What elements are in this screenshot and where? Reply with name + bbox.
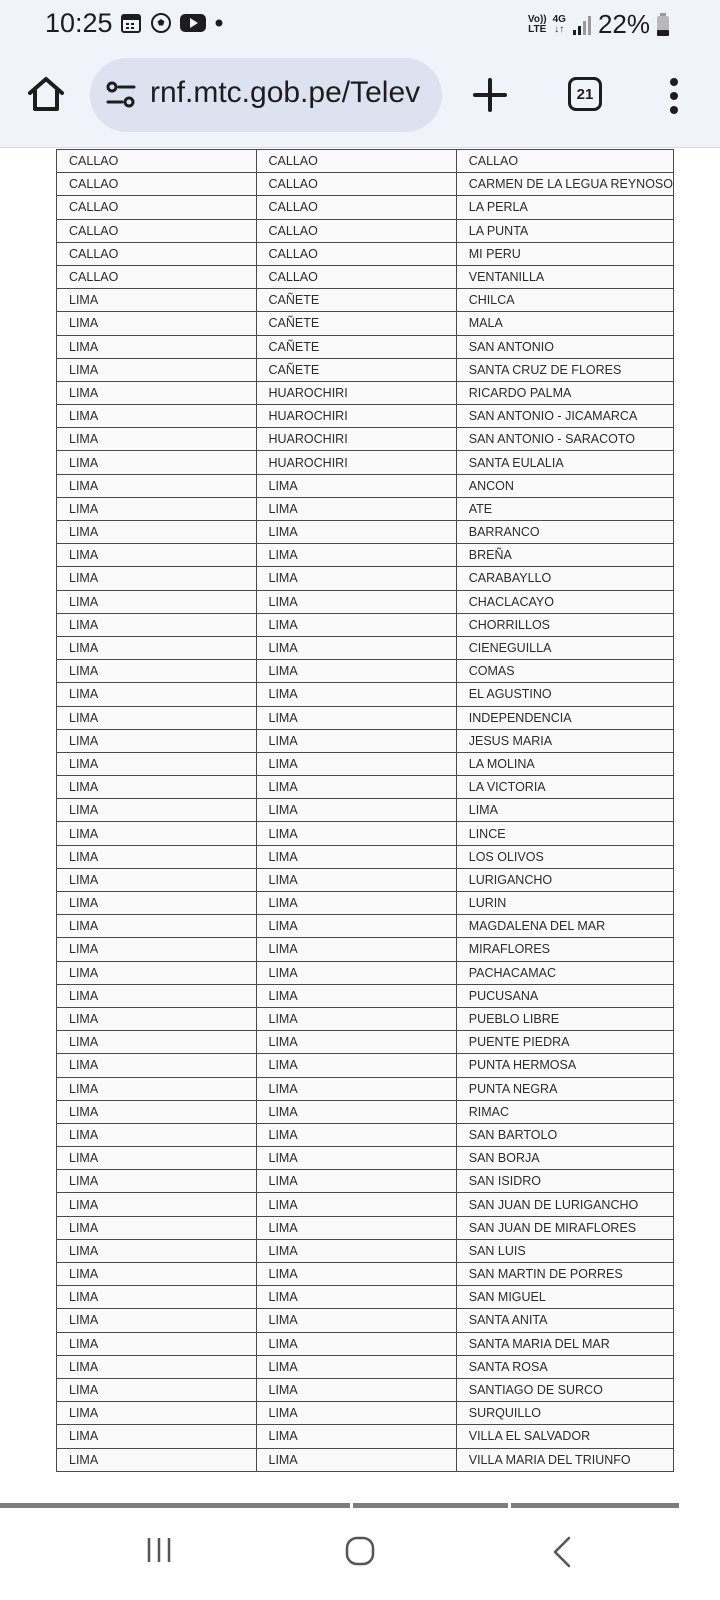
district-cell: LINCE [456, 822, 673, 845]
district-cell: SANTIAGO DE SURCO [456, 1378, 673, 1401]
department-cell: LIMA [57, 1286, 257, 1309]
table-row [57, 1448, 674, 1471]
province-cell: LIMA [256, 1332, 456, 1355]
battery-percent: 22% [597, 9, 650, 39]
province-cell: HUAROCHIRI [256, 381, 456, 404]
district-cell: SURQUILLO [456, 1402, 673, 1425]
table-row [57, 613, 674, 636]
province-cell: LIMA [256, 845, 456, 868]
table-row [57, 219, 674, 242]
table-row [57, 799, 674, 822]
table-row [57, 289, 674, 312]
province-cell: LIMA [256, 1286, 456, 1309]
department-cell: LIMA [57, 984, 257, 1007]
department-cell: LIMA [57, 938, 257, 961]
province-cell: LIMA [256, 1355, 456, 1378]
district-cell: SAN ANTONIO - SARACOTO [456, 428, 673, 451]
department-cell: LIMA [57, 1402, 257, 1425]
table-row [57, 173, 674, 196]
table-row [57, 706, 674, 729]
department-cell: LIMA [57, 636, 257, 659]
department-cell: LIMA [57, 683, 257, 706]
department-cell: LIMA [57, 729, 257, 752]
department-cell: LIMA [57, 1216, 257, 1239]
department-cell: LIMA [57, 474, 257, 497]
department-cell: LIMA [57, 335, 257, 358]
province-cell: LIMA [256, 799, 456, 822]
district-cell: VILLA EL SALVADOR [456, 1425, 673, 1448]
district-cell: CHACLACAYO [456, 590, 673, 613]
province-cell: CALLAO [256, 173, 456, 196]
district-cell: SANTA EULALIA [456, 451, 673, 474]
department-cell: LIMA [57, 1077, 257, 1100]
province-cell: LIMA [256, 613, 456, 636]
department-cell: LIMA [57, 822, 257, 845]
district-cell: SAN BORJA [456, 1147, 673, 1170]
soccer-ball-icon [150, 12, 172, 34]
network-gen-indicator: 4G ↓↑ [552, 13, 566, 35]
district-cell: CHORRILLOS [456, 613, 673, 636]
nav-home-icon[interactable] [344, 1535, 376, 1567]
department-cell: LIMA [57, 776, 257, 799]
province-cell: HUAROCHIRI [256, 451, 456, 474]
district-cell: PUNTA HERMOSA [456, 1054, 673, 1077]
table-row [57, 1216, 674, 1239]
province-cell: LIMA [256, 1031, 456, 1054]
table-row [57, 845, 674, 868]
district-cell: ATE [456, 497, 673, 520]
department-cell: LIMA [57, 752, 257, 775]
home-icon[interactable] [26, 74, 66, 114]
department-cell: CALLAO [57, 242, 257, 265]
district-cell: LA VICTORIA [456, 776, 673, 799]
table-row [57, 892, 674, 915]
province-cell: CAÑETE [256, 358, 456, 381]
district-cell: LURIN [456, 892, 673, 915]
dot-icon [214, 18, 224, 28]
district-cell: PUNTA NEGRA [456, 1077, 673, 1100]
table-row [57, 1425, 674, 1448]
district-cell: CARMEN DE LA LEGUA REYNOSO [456, 173, 673, 196]
province-cell: LIMA [256, 915, 456, 938]
province-cell: LIMA [256, 590, 456, 613]
province-cell: CAÑETE [256, 289, 456, 312]
table-row [57, 822, 674, 845]
table-row [57, 752, 674, 775]
province-cell: LIMA [256, 497, 456, 520]
district-cell: MAGDALENA DEL MAR [456, 915, 673, 938]
table-row [57, 521, 674, 544]
table-row [57, 776, 674, 799]
department-cell: LIMA [57, 1170, 257, 1193]
department-cell: LIMA [57, 1378, 257, 1401]
table-row [57, 915, 674, 938]
district-cell: SANTA ROSA [456, 1355, 673, 1378]
table-row [57, 312, 674, 335]
district-cell: SAN JUAN DE MIRAFLORES [456, 1216, 673, 1239]
table-row [57, 1031, 674, 1054]
province-cell: CALLAO [256, 265, 456, 288]
department-cell: LIMA [57, 312, 257, 335]
district-cell: BARRANCO [456, 521, 673, 544]
department-cell: LIMA [57, 428, 257, 451]
table-row [57, 984, 674, 1007]
district-cell: LIMA [456, 799, 673, 822]
scroll-indicator [353, 1503, 508, 1508]
notification-icons [120, 12, 224, 34]
calendar-icon [120, 12, 142, 34]
table-row [57, 405, 674, 428]
province-cell: CALLAO [256, 219, 456, 242]
province-cell: LIMA [256, 544, 456, 567]
province-cell: LIMA [256, 1425, 456, 1448]
table-row [57, 196, 674, 219]
department-cell: LIMA [57, 1355, 257, 1378]
status-bar [0, 0, 720, 48]
district-cell: SAN ANTONIO [456, 335, 673, 358]
district-cell: SANTA MARIA DEL MAR [456, 1332, 673, 1355]
district-cell: SAN BARTOLO [456, 1123, 673, 1146]
province-cell: CAÑETE [256, 312, 456, 335]
table-row [57, 1263, 674, 1286]
district-cell: CARABAYLLO [456, 567, 673, 590]
district-cell: MALA [456, 312, 673, 335]
department-cell: LIMA [57, 1309, 257, 1332]
district-cell: SAN LUIS [456, 1239, 673, 1262]
table-row [57, 1402, 674, 1425]
department-cell: CALLAO [57, 173, 257, 196]
table-row [57, 428, 674, 451]
district-cell: PUENTE PIEDRA [456, 1031, 673, 1054]
table-row [57, 1100, 674, 1123]
province-cell: LIMA [256, 474, 456, 497]
department-cell: LIMA [57, 915, 257, 938]
address-bar[interactable] [90, 58, 442, 132]
department-cell: LIMA [57, 381, 257, 404]
table-row [57, 358, 674, 381]
table-row [57, 1147, 674, 1170]
table-row [57, 335, 674, 358]
province-cell: LIMA [256, 1309, 456, 1332]
province-cell: LIMA [256, 984, 456, 1007]
province-cell: LIMA [256, 1123, 456, 1146]
district-cell: MI PERU [456, 242, 673, 265]
department-cell: CALLAO [57, 150, 257, 173]
department-cell: LIMA [57, 451, 257, 474]
province-cell: LIMA [256, 1378, 456, 1401]
department-cell: LIMA [57, 660, 257, 683]
department-cell: LIMA [57, 1193, 257, 1216]
province-cell: LIMA [256, 683, 456, 706]
province-cell: LIMA [256, 776, 456, 799]
table-row [57, 660, 674, 683]
browser-toolbar [0, 48, 720, 148]
district-cell: INDEPENDENCIA [456, 706, 673, 729]
department-cell: CALLAO [57, 219, 257, 242]
district-cell: SAN JUAN DE LURIGANCHO [456, 1193, 673, 1216]
province-cell: HUAROCHIRI [256, 405, 456, 428]
department-cell: LIMA [57, 1263, 257, 1286]
table-row [57, 1309, 674, 1332]
district-cell: COMAS [456, 660, 673, 683]
district-cell: SAN MARTIN DE PORRES [456, 1263, 673, 1286]
province-cell: LIMA [256, 567, 456, 590]
province-cell: LIMA [256, 892, 456, 915]
province-cell: LIMA [256, 1077, 456, 1100]
tab-switcher-button[interactable] [568, 77, 602, 111]
table-row [57, 1007, 674, 1030]
department-cell: CALLAO [57, 196, 257, 219]
department-cell: CALLAO [57, 265, 257, 288]
department-cell: LIMA [57, 845, 257, 868]
department-cell: LIMA [57, 1123, 257, 1146]
district-cell: RICARDO PALMA [456, 381, 673, 404]
table-body [57, 150, 674, 1472]
province-cell: LIMA [256, 868, 456, 891]
province-cell: LIMA [256, 961, 456, 984]
district-cell: RIMAC [456, 1100, 673, 1123]
district-cell: VILLA MARIA DEL TRIUNFO [456, 1448, 673, 1471]
district-cell: SANTA CRUZ DE FLORES [456, 358, 673, 381]
district-cell: SAN ANTONIO - JICAMARCA [456, 405, 673, 428]
table-row [57, 1123, 674, 1146]
table-row [57, 474, 674, 497]
department-cell: LIMA [57, 405, 257, 428]
plus-icon[interactable] [470, 75, 510, 115]
table-row [57, 1286, 674, 1309]
province-cell: LIMA [256, 1263, 456, 1286]
province-cell: LIMA [256, 1007, 456, 1030]
table-row [57, 729, 674, 752]
district-cell: CHILCA [456, 289, 673, 312]
table-row [57, 868, 674, 891]
province-cell: LIMA [256, 1147, 456, 1170]
department-cell: LIMA [57, 567, 257, 590]
district-cell: JESUS MARIA [456, 729, 673, 752]
table-row [57, 961, 674, 984]
table-row [57, 683, 674, 706]
signal-icon [572, 14, 592, 36]
province-cell: CALLAO [256, 196, 456, 219]
table-row [57, 1239, 674, 1262]
table-row [57, 938, 674, 961]
table-row [57, 1193, 674, 1216]
province-cell: CAÑETE [256, 335, 456, 358]
department-cell: LIMA [57, 868, 257, 891]
province-cell: LIMA [256, 660, 456, 683]
table-row [57, 544, 674, 567]
department-cell: LIMA [57, 1332, 257, 1355]
district-cell: VENTANILLA [456, 265, 673, 288]
battery-icon [656, 13, 670, 37]
department-cell: LIMA [57, 799, 257, 822]
youtube-icon [180, 13, 206, 33]
district-cell: MIRAFLORES [456, 938, 673, 961]
district-cell: LOS OLIVOS [456, 845, 673, 868]
province-cell: LIMA [256, 938, 456, 961]
more-vert-icon[interactable] [664, 76, 684, 116]
province-cell: LIMA [256, 1054, 456, 1077]
department-cell: LIMA [57, 544, 257, 567]
province-cell: LIMA [256, 1193, 456, 1216]
recents-icon[interactable] [145, 1535, 173, 1565]
province-cell: LIMA [256, 729, 456, 752]
department-cell: LIMA [57, 1448, 257, 1471]
table-row [57, 265, 674, 288]
province-cell: CALLAO [256, 242, 456, 265]
district-cell: PUCUSANA [456, 984, 673, 1007]
province-cell: LIMA [256, 1170, 456, 1193]
district-cell: LA MOLINA [456, 752, 673, 775]
department-cell: LIMA [57, 1239, 257, 1262]
table-row [57, 497, 674, 520]
district-cell: SANTA ANITA [456, 1309, 673, 1332]
district-cell: CIENEGUILLA [456, 636, 673, 659]
department-cell: LIMA [57, 521, 257, 544]
district-cell: ANCON [456, 474, 673, 497]
district-cell: LA PUNTA [456, 219, 673, 242]
department-cell: LIMA [57, 1147, 257, 1170]
table-row [57, 150, 674, 173]
url-text[interactable]: rnf.mtc.gob.pe/Telev [150, 76, 421, 109]
department-cell: LIMA [57, 289, 257, 312]
district-cell: SAN ISIDRO [456, 1170, 673, 1193]
department-cell: LIMA [57, 961, 257, 984]
scroll-indicator [0, 1503, 350, 1508]
province-cell: LIMA [256, 1239, 456, 1262]
navigation-bar [0, 1515, 720, 1600]
province-cell: HUAROCHIRI [256, 428, 456, 451]
tune-icon[interactable] [104, 78, 138, 112]
tab-count: 21 [576, 85, 594, 103]
table-row [57, 242, 674, 265]
province-cell: LIMA [256, 1448, 456, 1471]
system-icons [528, 9, 670, 40]
district-cell: PUEBLO LIBRE [456, 1007, 673, 1030]
table-row [57, 567, 674, 590]
table-row [57, 1355, 674, 1378]
district-cell: SAN MIGUEL [456, 1286, 673, 1309]
table-row [57, 1054, 674, 1077]
province-cell: CALLAO [256, 150, 456, 173]
district-cell: CALLAO [456, 150, 673, 173]
department-cell: LIMA [57, 613, 257, 636]
province-cell: LIMA [256, 752, 456, 775]
department-cell: LIMA [57, 497, 257, 520]
table-row [57, 1077, 674, 1100]
department-cell: LIMA [57, 358, 257, 381]
department-cell: LIMA [57, 892, 257, 915]
department-cell: LIMA [57, 706, 257, 729]
province-cell: LIMA [256, 822, 456, 845]
table-row [57, 1332, 674, 1355]
volte-indicator: Vo)) LTE [527, 13, 547, 35]
table-row [57, 590, 674, 613]
department-cell: LIMA [57, 1007, 257, 1030]
province-cell: LIMA [256, 636, 456, 659]
status-time: 10:25 [45, 8, 113, 38]
province-cell: LIMA [256, 521, 456, 544]
province-cell: LIMA [256, 1216, 456, 1239]
department-cell: LIMA [57, 1100, 257, 1123]
district-cell: PACHACAMAC [456, 961, 673, 984]
back-icon[interactable] [550, 1535, 574, 1569]
province-cell: LIMA [256, 1402, 456, 1425]
page-content[interactable] [0, 149, 720, 1479]
table-row [57, 1378, 674, 1401]
district-cell: LURIGANCHO [456, 868, 673, 891]
department-cell: LIMA [57, 590, 257, 613]
district-cell: BREÑA [456, 544, 673, 567]
table-row [57, 451, 674, 474]
department-cell: LIMA [57, 1054, 257, 1077]
table-row [57, 381, 674, 404]
department-cell: LIMA [57, 1425, 257, 1448]
table-row [57, 1170, 674, 1193]
table-row [57, 636, 674, 659]
districts-table [56, 149, 674, 1472]
department-cell: LIMA [57, 1031, 257, 1054]
province-cell: LIMA [256, 1100, 456, 1123]
province-cell: LIMA [256, 706, 456, 729]
district-cell: EL AGUSTINO [456, 683, 673, 706]
district-cell: LA PERLA [456, 196, 673, 219]
scroll-indicator [511, 1503, 679, 1508]
